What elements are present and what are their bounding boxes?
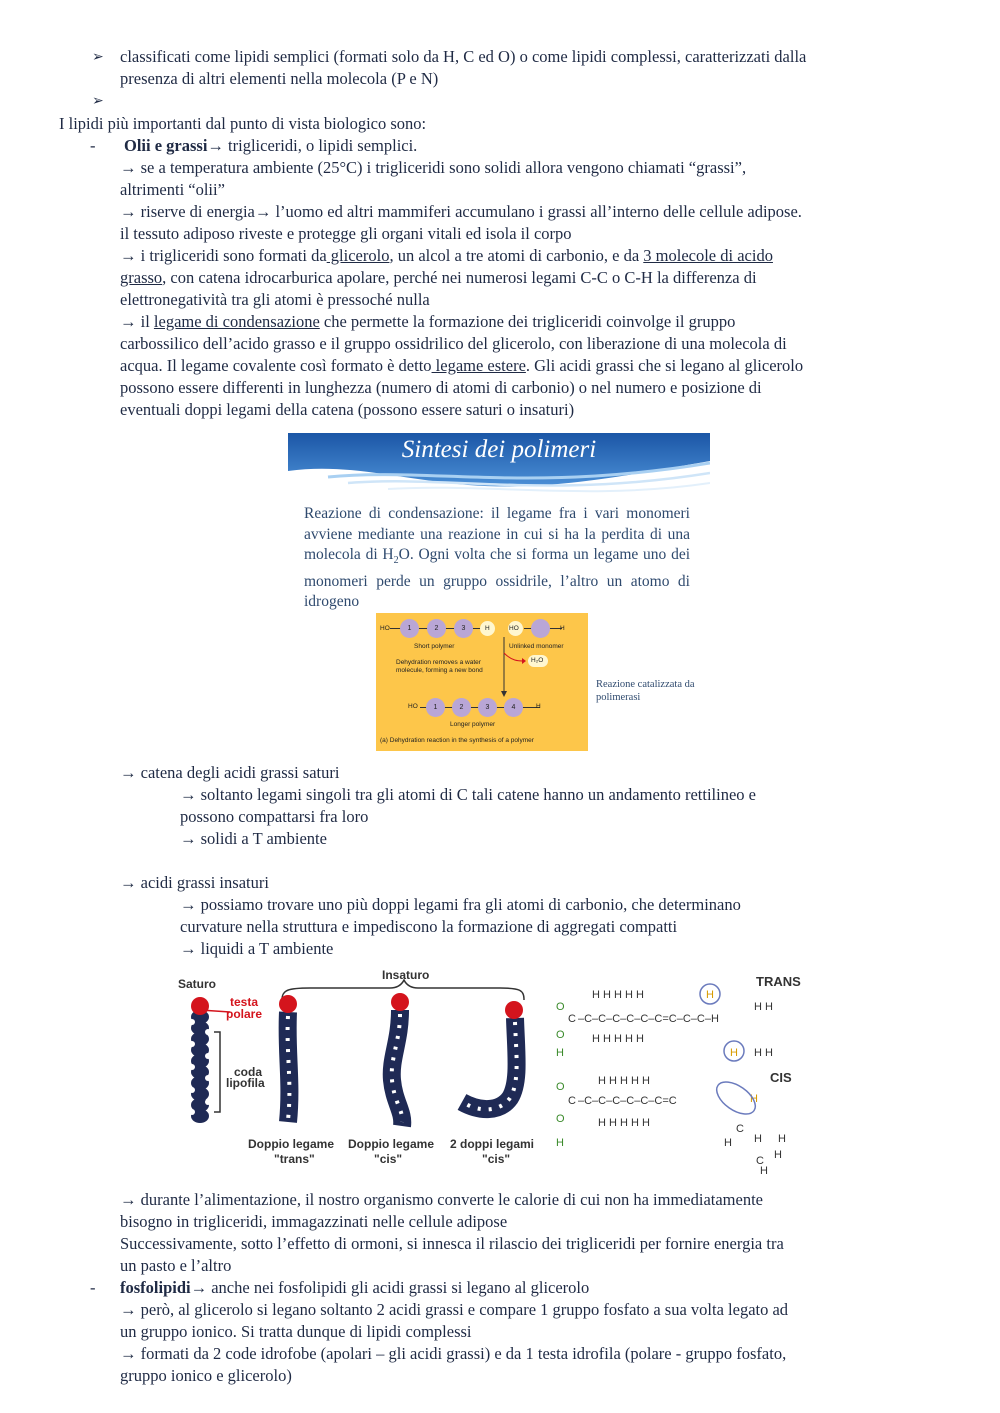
trans-chain xyxy=(279,995,297,1122)
svg-text:H: H xyxy=(760,1165,768,1174)
short-polymer-label: Short polymer xyxy=(414,643,455,650)
svg-text:O: O xyxy=(556,1001,565,1013)
text-line: → soltanto legami singoli tra gli atomi di C tali catene hanno un andamento rettilineo e xyxy=(180,785,756,804)
coda-label: coda xyxy=(234,1065,263,1079)
oli-heading xyxy=(124,135,417,157)
trans-label: TRANS xyxy=(756,974,801,989)
text-line: → riserve di energia→ l’uomo ed altri mammiferi accumulano i grassi all’interno delle cellule adipose. xyxy=(120,202,802,221)
svg-text:H H: H H xyxy=(754,1001,773,1013)
monomer-3: 3 xyxy=(454,619,473,638)
text-line: → però, al glicerolo si legano soltanto 2 acidi grassi e compare 1 gruppo fosfato a sua volta legato ad xyxy=(120,1300,789,1319)
longer-polymer-label: Longer polymer xyxy=(450,721,496,728)
text-line: un pasto e l’altro xyxy=(120,1256,232,1275)
bullet-icon: ➢ xyxy=(92,50,104,65)
insaturo-label: Insaturo xyxy=(382,968,430,982)
section-heading: I lipidi più importanti dal punto di vista biologico sono: xyxy=(59,114,427,133)
text-line: → durante l’alimentazione, il nostro organismo converte le calorie di cui non ha immediatamente xyxy=(120,1190,763,1209)
cis-caption: "cis" xyxy=(374,1152,403,1166)
trans-caption: "trans" xyxy=(274,1152,315,1166)
saturated-chain xyxy=(189,997,230,1123)
cis-caption: Doppio legame xyxy=(348,1137,435,1151)
fosfo-heading xyxy=(120,1277,589,1299)
slide-banner xyxy=(288,433,710,499)
water-molecule-label: H₂O xyxy=(531,657,544,664)
text-line: classificati come lipidi semplici (formati solo da H, C ed O) o come lipidi complessi, caratterizzati dalla xyxy=(120,47,807,66)
monomer-4: 4 xyxy=(504,698,523,717)
text-line: → il legame di condensazione che permette la formazione dei trigliceridi coinvolge il gruppo xyxy=(120,312,736,331)
oli-title: Olii e grassi xyxy=(124,136,208,155)
text-line: → catena degli acidi grassi saturi xyxy=(120,763,340,782)
dehydration-note: molecule, forming a new bond xyxy=(396,667,483,674)
list-dash: - xyxy=(90,136,96,155)
text-line: grasso, con catena idrocarburica apolare, perché nei numerosi legami C-C o C-H la differenza di xyxy=(120,268,757,287)
text-line: presenza di altri elementi nella molecola (P e N) xyxy=(120,69,439,88)
ho-label: HO xyxy=(408,703,418,710)
saturo-label: Saturo xyxy=(178,977,217,991)
list-dash: - xyxy=(90,1278,96,1297)
svg-text:H H H H H: H H H H H xyxy=(592,989,644,1001)
reaction-arrows xyxy=(376,613,588,751)
monomer-2: 2 xyxy=(427,619,446,638)
svg-text:H H H H H: H H H H H xyxy=(598,1117,650,1129)
dehydration-diagram xyxy=(376,613,588,751)
ho-label: HO xyxy=(509,625,519,632)
acido-grasso-link: 3 molecole di acido xyxy=(643,246,773,265)
svg-text:C: C xyxy=(756,1155,764,1167)
oli-title-rest: → trigliceridi, o lipidi semplici. xyxy=(207,136,418,155)
svg-text:H: H xyxy=(778,1133,786,1145)
text-line: possono compattarsi fra loro xyxy=(180,807,369,826)
text-line: carbossilico dell’acido grasso e il gruppo ossidrilico del glicerolo, con liberazione di una molecola di xyxy=(120,334,787,353)
svg-text:H H: H H xyxy=(754,1047,773,1059)
svg-text:H: H xyxy=(556,1047,564,1059)
text-line: altrimenti “olii” xyxy=(120,180,225,199)
h-label: H xyxy=(536,703,541,710)
svg-text:H: H xyxy=(750,1093,758,1105)
text-line: il tessuto adiposo riveste e protegge gli organi vitali ed isola il corpo xyxy=(120,224,572,243)
svg-text:C: C xyxy=(568,1095,576,1107)
text-line: → i trigliceridi sono formati da glicerolo, un alcol a tre atomi di carbonio, e da 3 molecole di acido xyxy=(120,246,773,265)
svg-text:H H H H H: H H H H H xyxy=(592,1033,644,1045)
svg-text:H: H xyxy=(706,989,714,1001)
legame-estere-link: legame estere xyxy=(431,356,526,375)
svg-text:O: O xyxy=(556,1113,565,1125)
cis-structure xyxy=(556,1075,786,1174)
svg-text:H: H xyxy=(724,1137,732,1149)
text-line: → se a temperatura ambiente (25°C) i trigliceridi sono solidi allora vengono chiamati “grassi”, xyxy=(120,158,747,177)
fosfo-title: fosfolipidi xyxy=(120,1278,191,1297)
text-line: Successivamente, sotto l’effetto di ormoni, si innesca il rilascio dei trigliceridi per fornire energia tra xyxy=(120,1234,784,1253)
text-line: elettronegatività tra gli atomi è pressoché nulla xyxy=(120,290,430,309)
text-line: → formati da 2 code idrofobe (apolari – gli acidi grassi) e da 1 testa idrofila (polare - gruppo fosfato, xyxy=(120,1344,787,1363)
cis-label: CIS xyxy=(770,1070,792,1085)
diagram-caption: (a) Dehydration reaction in the synthesis of a polymer xyxy=(380,737,534,744)
text-line: → liquidi a T ambiente xyxy=(180,939,334,958)
svg-text:C: C xyxy=(736,1123,744,1135)
bullet-icon: ➢ xyxy=(92,94,104,109)
testa-label: testa xyxy=(230,995,259,1009)
side-caption: Reazione catalizzata da polimerasi xyxy=(596,679,695,703)
text-line: eventuali doppi legami della catena (possono essere saturi o insaturi) xyxy=(120,400,575,419)
monomer-1: 1 xyxy=(426,698,445,717)
svg-text:H H H H H: H H H H H xyxy=(598,1075,650,1087)
svg-text:H: H xyxy=(556,1137,564,1149)
svg-text:C: C xyxy=(568,1013,576,1025)
banner-title: Sintesi dei polimeri xyxy=(401,436,597,463)
fosfo-title-rest: → anche nei fosfolipidi gli acidi grassi si legano al glicerolo xyxy=(190,1278,590,1297)
legame-condensazione-link: legame di condensazione xyxy=(153,312,320,331)
svg-text:H: H xyxy=(730,1047,738,1059)
monomer-2: 2 xyxy=(452,698,471,717)
text-line: bisogno in trigliceridi, immagazzinati nelle cellule adipose xyxy=(120,1212,508,1231)
svg-text:–C–C–C–C–C–C=C: –C–C–C–C–C–C=C xyxy=(578,1095,677,1107)
svg-text:H: H xyxy=(774,1149,782,1161)
polare-label: polare xyxy=(226,1007,263,1021)
text-line: → possiamo trovare uno più doppi legami fra gli atomi di carbonio, che determinano xyxy=(180,895,741,914)
glicerolo-link: glicerolo xyxy=(326,246,390,265)
monomer-3: 3 xyxy=(478,698,497,717)
two-cis-caption: "cis" xyxy=(482,1152,511,1166)
fatty-acid-figure xyxy=(170,962,820,1174)
dehydration-note: Dehydration removes a water xyxy=(396,659,481,666)
svg-text:H: H xyxy=(754,1133,762,1145)
text-line: acqua. Il legame covalente così formato è detto legame estere. Gli acidi grassi che si legano al glicerolo xyxy=(120,356,804,375)
ho-label: HO xyxy=(380,625,390,632)
text-line: → solidi a T ambiente xyxy=(180,829,327,848)
lipofila-label: lipofila xyxy=(226,1076,265,1090)
monomer-1: 1 xyxy=(400,619,419,638)
trans-caption: Doppio legame xyxy=(248,1137,335,1151)
condensation-description: Reazione di condensazione: il legame fra i vari monomeri avviene mediante una reazione in cui si ha la perdita di una molecola di $H_2O$. Ogni volta che si forma un legame uno dei monomeri perde un gruppo ossidrile, l’altro un atomo di idrogeno xyxy=(304,505,690,611)
trans-structure xyxy=(556,984,773,1061)
double-cis-chain xyxy=(462,1001,523,1109)
text-line: gruppo ionico e glicerolo) xyxy=(120,1366,292,1385)
svg-text:O: O xyxy=(556,1081,565,1093)
svg-text:–C–C–C–C–C–C=C–C–C–H: –C–C–C–C–C–C=C–C–C–H xyxy=(578,1013,719,1025)
two-cis-caption: 2 doppi legami xyxy=(450,1137,535,1151)
h-label: H xyxy=(560,625,565,632)
svg-text:O: O xyxy=(556,1029,565,1041)
text-line: possono essere differenti in lunghezza (numero di atomi di carbonio) o nel numero e posizione di xyxy=(120,378,762,397)
cis-chain xyxy=(391,993,409,1126)
text-line: curvature nella struttura e impediscono la formazione di aggregati compatti xyxy=(180,917,678,936)
h-label: H xyxy=(485,625,490,632)
unlinked-monomer-label: Unlinked monomer xyxy=(509,643,564,650)
text-line: un gruppo ionico. Si tratta dunque di lipidi complessi xyxy=(120,1322,472,1341)
text-line: → acidi grassi insaturi xyxy=(120,873,269,892)
